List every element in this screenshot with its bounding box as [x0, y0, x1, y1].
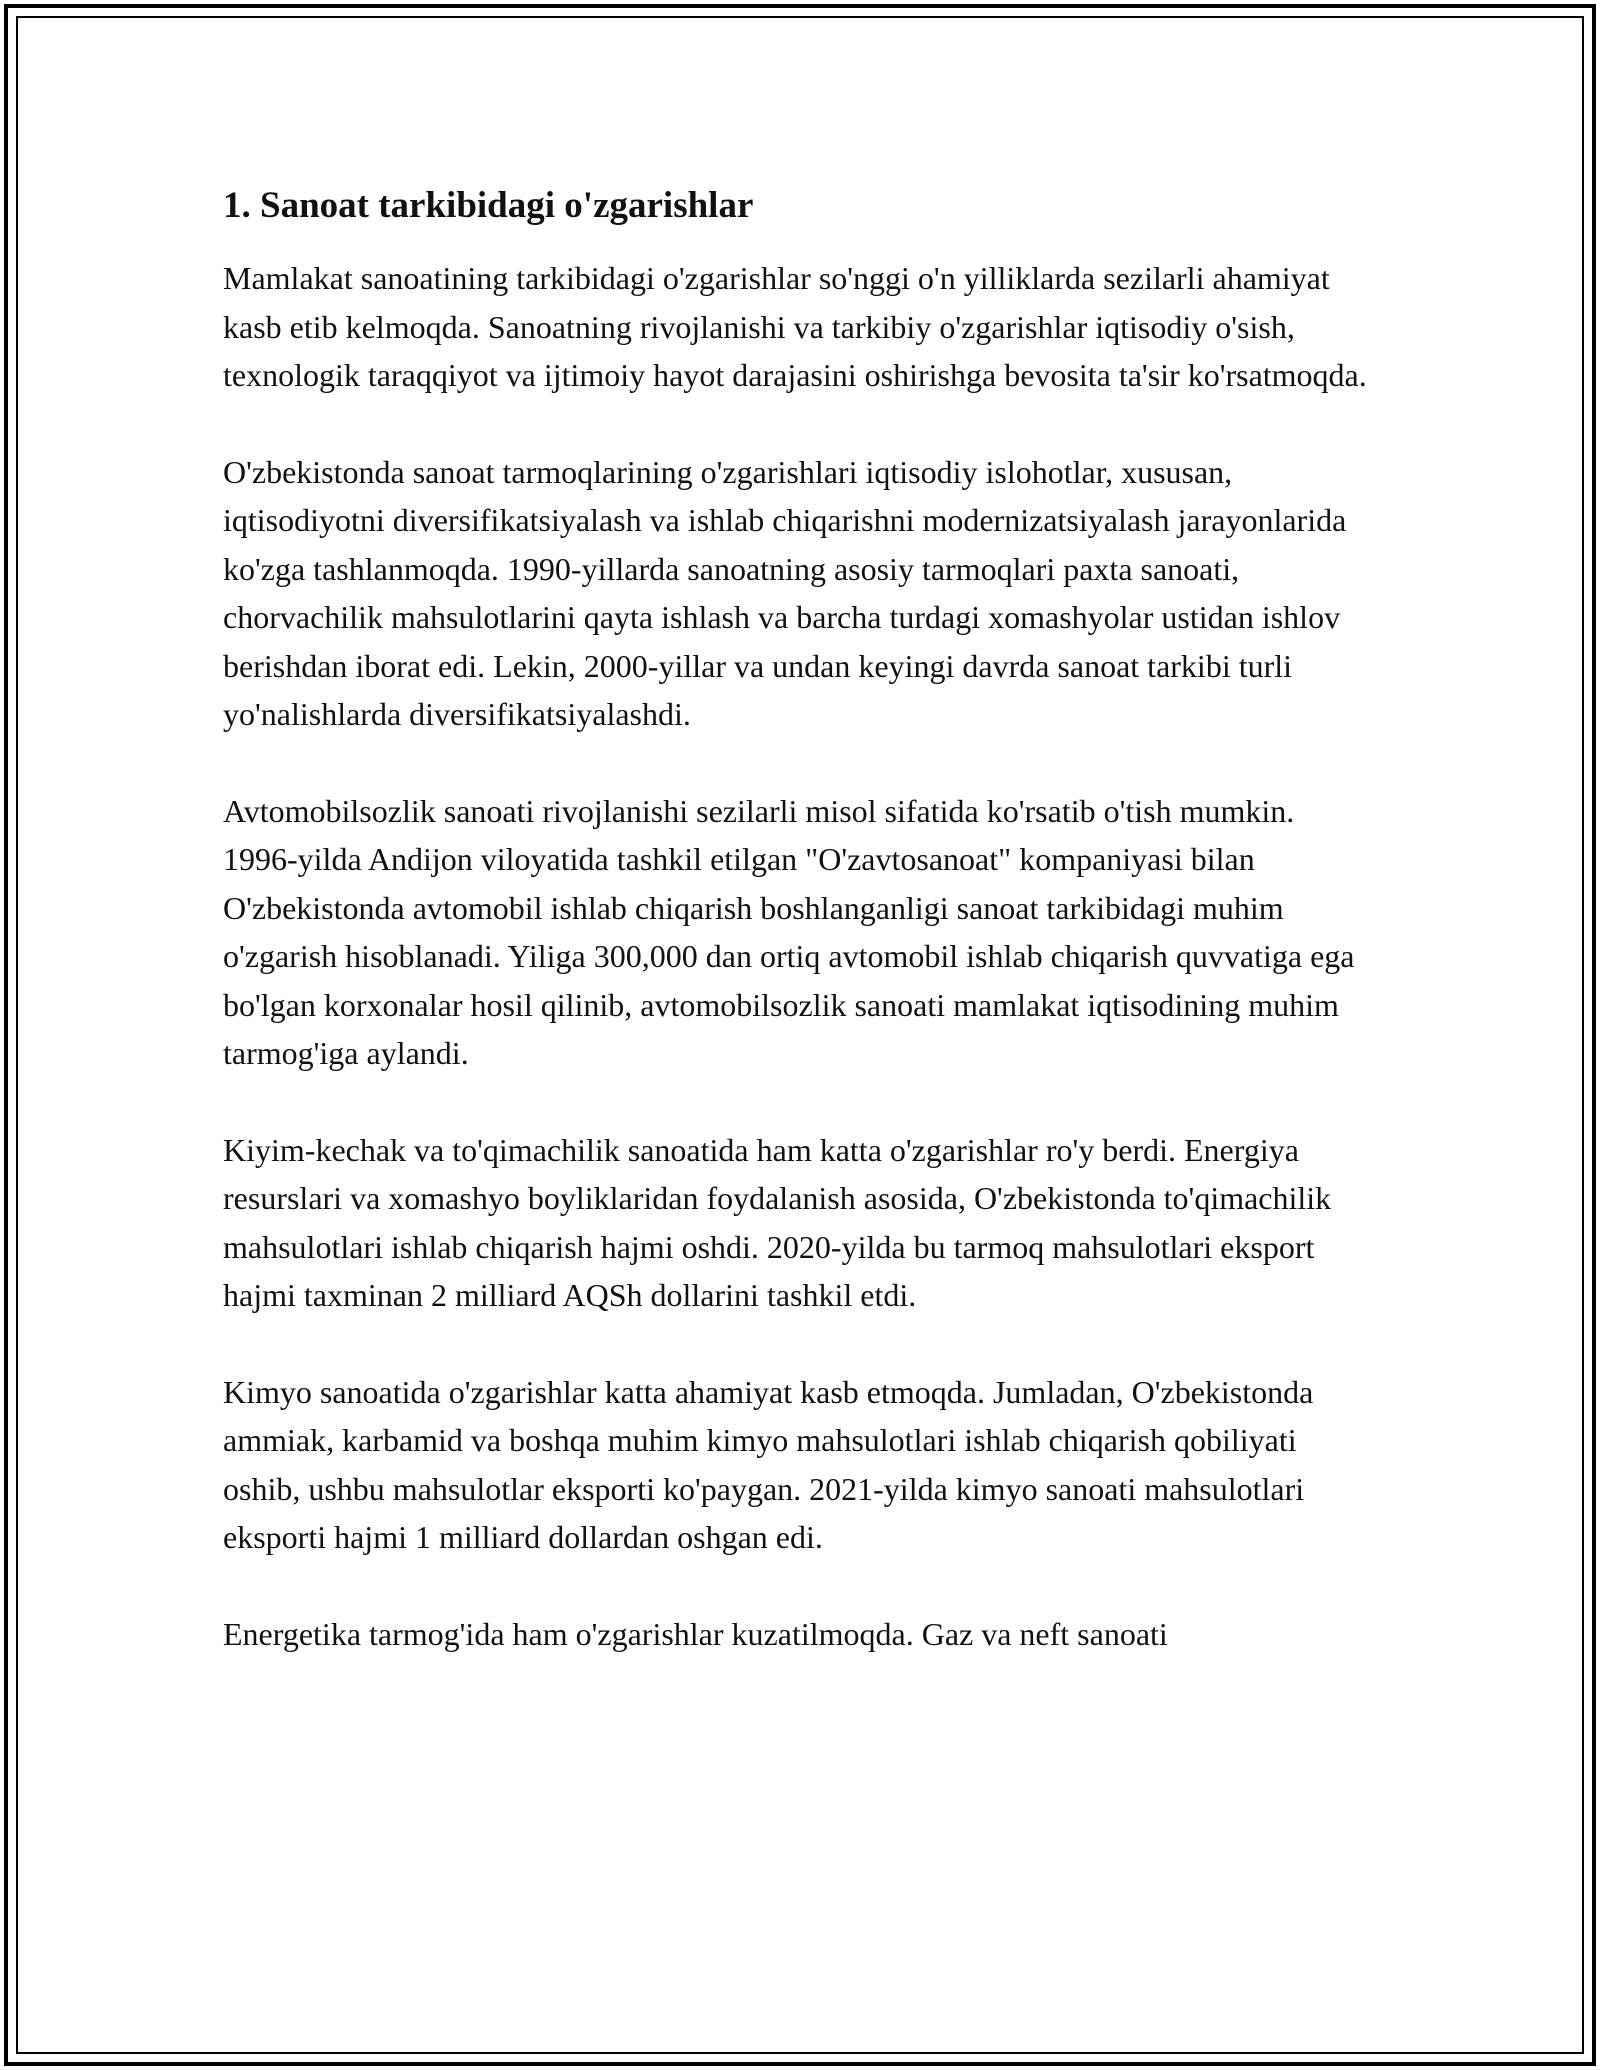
paragraph-automotive-industry: Avtomobilsozlik sanoati rivojlanishi sezilarli misol sifatida ko'rsatib o'tish mumkin. 1996-yilda Andijon viloyatida tashkil etilgan "O'zavtosanoat" kompaniyasi bilan O'zbekistonda avtomobil ishlab chiqarish boshlanganligi sanoat tarkibidagi muhim o'zgarish hisoblanadi. Yiliga 300,000 dan ortiq avtomobil ishlab chiqarish quvvatiga ega bo'lgan korxonalar hosil qilinib, avtomobilsozlik sanoati mamlakat iqtisodining muhim tarmog'iga aylandi.: [223, 792, 1355, 1071]
page-title: 1. Sanoat tarkibidagi o'zgarishlar: [223, 185, 754, 226]
paragraph-intro: Mamlakat sanoatining tarkibidagi o'zgarishlar so'nggi o'n yilliklarda sezilarli ahamiyat kasb etib kelmoqda. Sanoatning rivojlanishi va tarkibiy o'zgarishlar iqtisodiy o'sish, texnologik taraqqiyot va ijtimoiy hayot darajasini oshirishga bevosita ta'sir ko'rsatmoqda.: [223, 260, 1367, 393]
paragraph-industrial-reforms: O'zbekistonda sanoat tarmoqlarining o'zgarishlari iqtisodiy islohotlar, xususan, iqtisodiyotni diversifikatsiyalash va ishlab chiqarishni modernizatsiyalash jarayonlarida ko'zga tashlanmoqda. 1990-yillarda sanoatning asosiy tarmoqlari paxta sanoati, chorvachilik mahsulotlarini qayta ishlash va barcha turdagi xomashyolar ustidan ishlov berishdan iborat edi. Lekin, 2000-yillar va undan keyingi davrda sanoat tarkibi turli yo'nalishlarda diversifikatsiyalashdi.: [223, 453, 1347, 732]
document-page: [223, 182, 1373, 1658]
paragraph-textile-industry: Kiyim-kechak va to'qimachilik sanoatida ham katta o'zgarishlar ro'y berdi. Energiya resurslari va xomashyo boyliklaridan foydalanish asosida, O'zbekistonda to'qimachilik mahsulotlari ishlab chiqarish hajmi oshdi. 2020-yilda bu tarmoq mahsulotlari eksport hajmi taxminan 2 milliard AQSh dollarini tashkil etdi.: [223, 1131, 1332, 1313]
paragraph-energy-sector: Energetika tarmog'ida ham o'zgarishlar kuzatilmoqda. Gaz va neft sanoati: [223, 1615, 1168, 1652]
paragraph-chemical-industry: Kimyo sanoatida o'zgarishlar katta ahamiyat kasb etmoqda. Jumladan, O'zbekistonda ammiak, karbamid va boshqa muhim kimyo mahsulotlari ishlab chiqarish qobiliyati oshib, ushbu mahsulotlar eksporti ko'paygan. 2021-yilda kimyo sanoati mahsulotlari eksporti hajmi 1 milliard dollardan oshgan edi.: [223, 1373, 1314, 1555]
